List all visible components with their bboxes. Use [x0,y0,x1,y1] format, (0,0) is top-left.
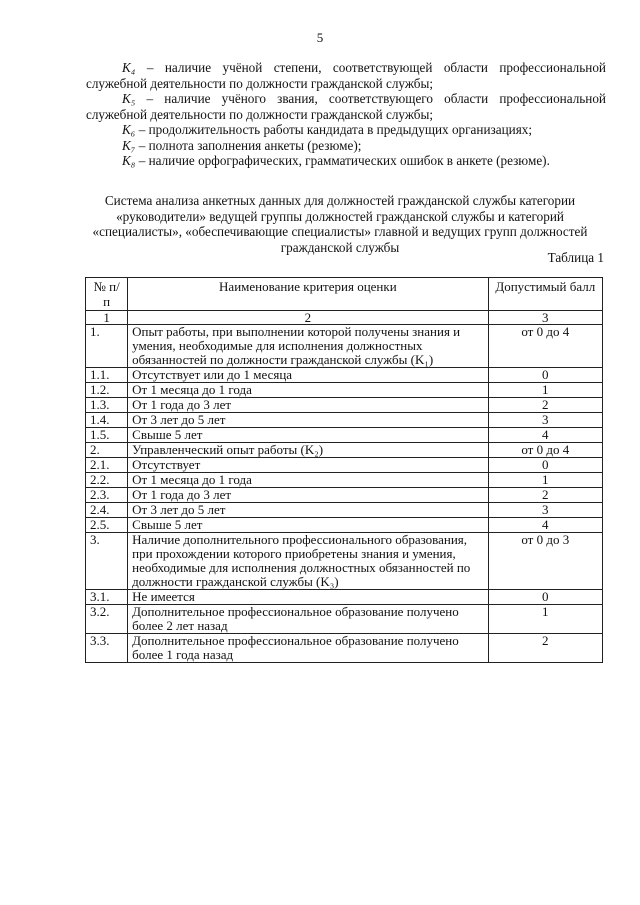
criterion-k5 [86,91,606,122]
criterion-code: K₇ [122,137,136,153]
table-row [86,458,603,473]
column-number: 3 [488,311,602,325]
header-criterion: Наименование критерия оценки [128,278,488,311]
row-criterion: Свыше 5 лет [128,518,488,533]
row-score: 0 [488,590,602,605]
row-score: 0 [488,368,602,383]
page-number: 5 [316,30,324,45]
table-row [86,383,603,398]
row-criterion: От 3 лет до 5 лет [128,503,488,518]
row-score: от 0 до 4 [488,443,602,458]
row-score: от 0 до 4 [488,325,602,368]
criterion-text: – наличие орфографических, грамматических ошибок в анкете (резюме). [135,153,550,168]
table-row [86,605,603,634]
row-criterion: Управленческий опыт работы (K₂) [128,443,488,458]
row-criterion: Дополнительное профессиональное образование получено более 1 года назад [128,634,488,663]
table-label: Таблица 1 [547,250,604,265]
criterion-k7 [86,138,606,154]
row-criterion: От 1 месяца до 1 года [128,383,488,398]
row-criterion: Отсутствует [128,458,488,473]
criterion-text: – продолжительность работы кандидата в предыдущих организациях; [135,122,533,137]
table-row [86,473,603,488]
row-number: 1.3. [86,398,128,413]
table-body [86,325,603,663]
table-row [86,443,603,458]
row-number: 2.2. [86,473,128,488]
header-score: Допустимый балл [488,278,602,311]
row-number: 3.3. [86,634,128,663]
section-title: Система анализа анкетных данных для должностей гражданской службы категории «руководители» ведущей группы должностей гражданской службы и категорий «специалисты», «обеспечивающие специалисты» главной и ведущих групп должностей гражданской службы [92,193,588,255]
row-score: 2 [488,488,602,503]
row-criterion: От 1 года до 3 лет [128,488,488,503]
row-criterion: Свыше 5 лет [128,428,488,443]
row-number: 1.4. [86,413,128,428]
row-criterion: Отсутствует или до 1 месяца [128,368,488,383]
row-criterion: Дополнительное профессиональное образование получено более 2 лет назад [128,605,488,634]
criterion-k8 [86,153,606,169]
row-score: 3 [488,503,602,518]
row-number: 1. [86,325,128,368]
row-score: 1 [488,473,602,488]
row-number: 3.2. [86,605,128,634]
table-header-row [86,278,603,311]
row-score: 1 [488,605,602,634]
column-number: 1 [86,311,128,325]
row-criterion: Не имеется [128,590,488,605]
row-criterion: От 1 месяца до 1 года [128,473,488,488]
table-row [86,488,603,503]
table-row [86,634,603,663]
row-score: 1 [488,383,602,398]
row-number: 2.1. [86,458,128,473]
row-score: 2 [488,398,602,413]
row-number: 2.4. [86,503,128,518]
row-criterion: Опыт работы, при выполнении которой получены знания и умения, необходимые для исполнения должностных обязанностей по должности гражданской службы (K₁) [128,325,488,368]
criterion-code: K₄ [122,60,136,75]
column-number-row [86,311,603,325]
row-score: 3 [488,413,602,428]
table-row [86,590,603,605]
row-score: от 0 до 3 [488,533,602,590]
criteria-list [86,60,606,169]
criterion-code: K₆ [122,122,136,137]
row-criterion: Наличие дополнительного профессионального образования, при прохождении которого приобретены знания и умения, необходимые для исполнения должностных обязанностей по должности гражданской службы (K₃) [128,533,488,590]
header-number: № п/п [86,278,128,311]
table-row [86,533,603,590]
row-number: 3. [86,533,128,590]
column-number: 2 [128,311,488,325]
criterion-k6 [86,122,606,138]
table-row [86,398,603,413]
row-number: 3.1. [86,590,128,605]
criteria-table [85,277,603,663]
row-score: 4 [488,428,602,443]
table-row [86,413,603,428]
row-number: 1.5. [86,428,128,443]
criterion-text: – наличие учёной степени, соответствующей области профессиональной служебной деятельности по должности гражданской службы; [86,60,606,91]
criterion-text: – наличие учёного звания, соответствующего области профессиональной служебной деятельности по должности гражданской службы; [86,91,606,122]
row-number: 1.2. [86,383,128,398]
criterion-k4 [86,60,606,91]
row-score: 0 [488,458,602,473]
row-criterion: От 3 лет до 5 лет [128,413,488,428]
table-row [86,325,603,368]
row-score: 2 [488,634,602,663]
table-row [86,368,603,383]
row-number: 1.1. [86,368,128,383]
criterion-code: K₈ [122,153,136,168]
row-number: 2.5. [86,518,128,533]
table-row [86,428,603,443]
row-number: 2.3. [86,488,128,503]
table-row [86,503,603,518]
row-score: 4 [488,518,602,533]
table-row [86,518,603,533]
criterion-code: K₅ [122,91,136,106]
row-number: 2. [86,443,128,458]
row-criterion: От 1 года до 3 лет [128,398,488,413]
criterion-text: – полнота заполнения анкеты (резюме); [135,137,362,153]
